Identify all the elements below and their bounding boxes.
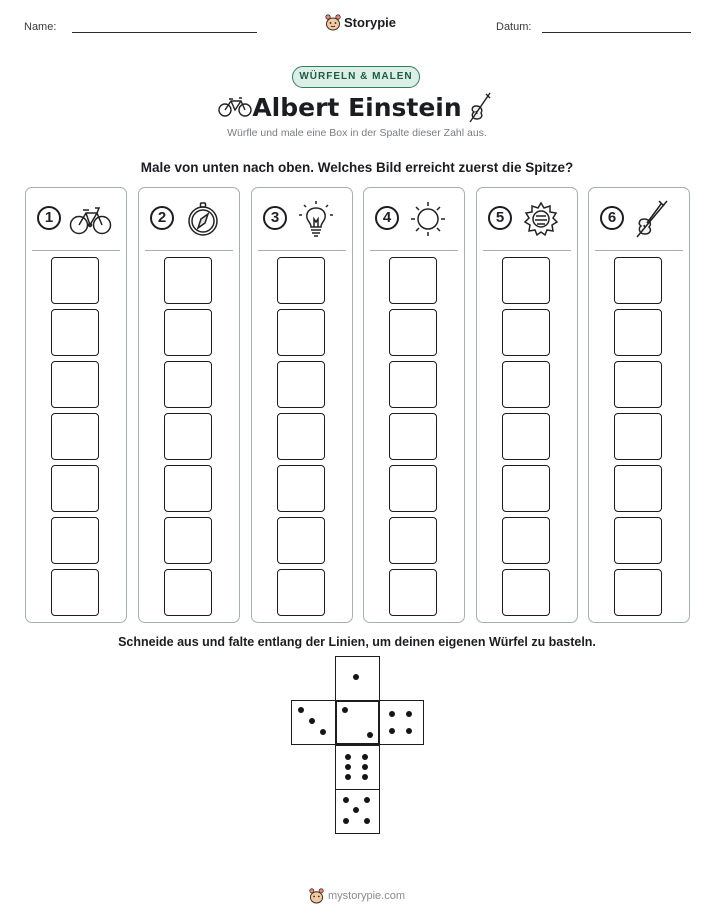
activity-badge: WÜRFELN & MALEN [292,66,420,88]
color-box[interactable] [502,517,550,564]
violin-icon [468,92,494,124]
color-box[interactable] [614,465,662,512]
dice-face-six [335,745,380,790]
color-box[interactable] [164,465,212,512]
color-box[interactable] [277,569,325,616]
pip [406,711,412,717]
color-box[interactable] [277,309,325,356]
instruction-top: Male von unten nach oben. Welches Bild erreicht zuerst die Spitze? [140,160,574,175]
color-box[interactable] [51,361,99,408]
color-box[interactable] [389,413,437,460]
pip [364,797,370,803]
color-box[interactable] [164,361,212,408]
color-box[interactable] [51,257,99,304]
pip [362,764,368,770]
color-box[interactable] [164,517,212,564]
sun-icon [406,199,450,239]
pip [389,728,395,734]
column-number: 5 [488,206,512,230]
column-3 [251,187,353,623]
dice-face-five [335,789,380,834]
column-number: 2 [150,206,174,230]
color-box[interactable] [277,361,325,408]
column-1 [25,187,127,623]
pip [345,764,351,770]
color-box[interactable] [51,569,99,616]
color-box[interactable] [277,465,325,512]
storypie-mascot-icon [325,13,341,31]
sun-gear-icon [519,199,563,239]
pip [345,754,351,760]
pip [364,818,370,824]
pip [406,728,412,734]
pip [367,732,373,738]
pip [343,818,349,824]
color-box[interactable] [389,517,437,564]
column-divider [370,250,458,251]
pip [389,711,395,717]
color-box[interactable] [614,569,662,616]
name-line[interactable] [72,32,257,33]
color-box[interactable] [277,413,325,460]
color-box[interactable] [502,309,550,356]
pip [342,707,348,713]
violin-icon [631,199,675,239]
column-divider [483,250,571,251]
color-box[interactable] [389,361,437,408]
color-box[interactable] [164,257,212,304]
color-box[interactable] [614,517,662,564]
brand-name: Storypie [344,14,397,30]
column-divider [145,250,233,251]
color-box[interactable] [389,257,437,304]
bicycle-icon [68,199,112,239]
color-box[interactable] [277,517,325,564]
dice-face-one [335,656,380,701]
color-box[interactable] [51,517,99,564]
footer-url[interactable]: mystorypie.com [327,889,406,902]
color-box[interactable] [51,465,99,512]
column-divider [595,250,683,251]
column-2 [138,187,240,623]
column-divider [258,250,346,251]
dice-face-two [335,700,380,745]
color-box[interactable] [389,465,437,512]
color-box[interactable] [502,413,550,460]
color-box[interactable] [502,465,550,512]
column-6 [588,187,690,623]
brand-logo [325,13,396,31]
dice-face-three [291,700,336,745]
page-subtitle: Würfle und male eine Box in der Spalte dieser Zahl aus. [227,127,487,139]
lightbulb-icon [294,199,338,239]
color-box[interactable] [51,413,99,460]
pip [343,797,349,803]
pip [362,774,368,780]
column-number: 1 [37,206,61,230]
compass-icon [181,199,225,239]
pip [320,729,326,735]
column-number: 3 [263,206,287,230]
storypie-mascot-icon [309,887,324,904]
color-box[interactable] [502,257,550,304]
color-box[interactable] [614,361,662,408]
color-box[interactable] [389,569,437,616]
color-box[interactable] [614,413,662,460]
column-number: 6 [600,206,624,230]
color-box[interactable] [502,569,550,616]
column-4 [363,187,465,623]
date-line[interactable] [542,32,691,33]
instruction-bottom: Schneide aus und falte entlang der Linien, um deinen eigenen Würfel zu basteln. [118,635,596,649]
column-divider [32,250,120,251]
pip [353,674,359,680]
page-title: Albert Einstein [252,93,462,122]
date-label: Datum: [496,21,532,33]
color-box[interactable] [51,309,99,356]
color-box[interactable] [614,309,662,356]
color-box[interactable] [164,309,212,356]
name-label: Name: [24,21,57,33]
column-number: 4 [375,206,399,230]
color-box[interactable] [614,257,662,304]
footer [0,887,714,904]
pip [298,707,304,713]
color-box[interactable] [164,569,212,616]
column-5 [476,187,578,623]
pip [345,774,351,780]
pip [353,807,359,813]
color-box[interactable] [277,257,325,304]
color-box[interactable] [502,361,550,408]
color-box[interactable] [164,413,212,460]
color-box[interactable] [389,309,437,356]
pip [309,718,315,724]
pip [362,754,368,760]
dice-face-four [379,700,424,745]
